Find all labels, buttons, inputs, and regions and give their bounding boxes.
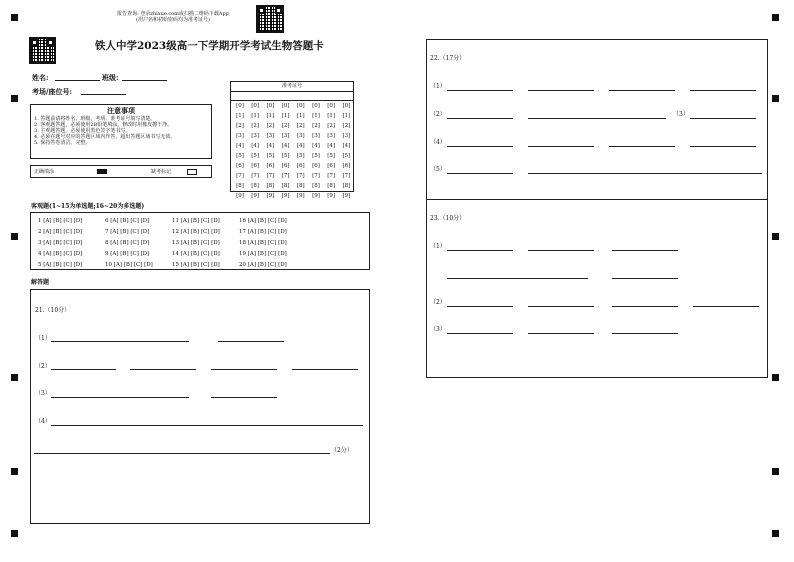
q21-heading: 21.（10分） <box>35 307 71 314</box>
note-item: 4. 必须在题号对应的答题区域内作答，超出答题区域书写无效。 <box>34 134 176 140</box>
exam-number-column[interactable] <box>325 101 337 201</box>
q22-part1-blank[interactable] <box>690 90 756 91</box>
digit-bubble[interactable]: [1] <box>251 113 260 119</box>
absent-mark-label: 缺考标记 <box>151 169 172 175</box>
question-bubble-group[interactable]: 13 [A] [B] [C] [D] <box>172 240 220 246</box>
q23-part1-label: （1） <box>430 243 446 250</box>
exam-number-column[interactable] <box>280 101 292 201</box>
digit-bubble[interactable]: [0] <box>236 103 244 109</box>
note-item: 2. 客观题答题，必须使用2B铅笔填涂，修改时用橡皮擦干净。 <box>34 122 173 128</box>
digit-bubble[interactable]: [1] <box>342 113 351 119</box>
app-qr-code[interactable] <box>256 5 284 33</box>
exam-number-column[interactable] <box>295 101 307 201</box>
digit-bubble[interactable]: [5] <box>281 153 290 159</box>
digit-bubble[interactable]: [0] <box>312 103 320 109</box>
digit-bubble[interactable]: [7] <box>327 173 336 179</box>
question-bubble-group[interactable]: 17 [A] [B] [C] [D] <box>239 229 287 235</box>
question-bubble-group[interactable]: 4 [A] [B] [C] [D] <box>38 251 83 257</box>
correct-fill-sample <box>97 169 107 174</box>
notes-box <box>30 104 212 159</box>
digit-bubble[interactable]: [2] <box>281 123 290 129</box>
digit-bubble[interactable]: [2] <box>251 123 260 129</box>
question-bubble-group[interactable]: 12 [A] [B] [C] [D] <box>172 229 220 235</box>
digit-bubble[interactable]: [5] <box>342 153 351 159</box>
q22-part1-label: （1） <box>430 83 446 90</box>
question-bubble-group[interactable]: 1 [A] [B] [C] [D] <box>38 218 83 224</box>
q22-part4-blank[interactable] <box>447 146 513 147</box>
q21-part2-blank[interactable] <box>292 369 358 370</box>
digit-bubble[interactable]: [4] <box>266 143 275 149</box>
q23-part2-blank[interactable] <box>612 306 678 307</box>
digit-bubble[interactable]: [8] <box>266 183 275 189</box>
digit-bubble[interactable]: [4] <box>281 143 290 149</box>
digit-bubble[interactable]: [9] <box>236 193 244 199</box>
question-bubble-group[interactable]: 18 [A] [B] [C] [D] <box>239 240 287 246</box>
digit-bubble[interactable]: [8] <box>296 183 305 189</box>
digit-bubble[interactable]: [7] <box>312 173 320 179</box>
q21-part2-blank[interactable] <box>211 369 277 370</box>
registration-mark <box>11 14 18 21</box>
objective-bubbles[interactable] <box>38 216 306 271</box>
digit-bubble[interactable]: [3] <box>312 133 320 139</box>
digit-bubble[interactable]: [5] <box>312 153 320 159</box>
digit-bubble[interactable]: [1] <box>312 113 320 119</box>
note-item: 1. 答题前请将姓名、班级、考场、准考证号填写清楚。 <box>34 116 156 122</box>
digit-bubble[interactable]: [4] <box>312 143 320 149</box>
digit-bubble[interactable]: [7] <box>296 173 305 179</box>
digit-bubble[interactable]: [3] <box>327 133 336 139</box>
digit-bubble[interactable]: [7] <box>251 173 260 179</box>
q21-part2-label: （2） <box>35 363 51 370</box>
digit-bubble[interactable]: [5] <box>236 153 244 159</box>
digit-bubble[interactable]: [6] <box>312 163 320 169</box>
exam-number-title: 准考证号 <box>231 82 353 92</box>
registration-mark <box>11 374 18 381</box>
digit-bubble[interactable]: [2] <box>266 123 275 129</box>
digit-bubble[interactable]: [7] <box>266 173 275 179</box>
digit-bubble[interactable]: [3] <box>266 133 275 139</box>
subjective-title: 解答题 <box>31 279 50 286</box>
digit-bubble[interactable]: [2] <box>296 123 305 129</box>
q23-answer-area[interactable] <box>426 199 768 378</box>
objective-title: 客观题(1~15为单选题;16~20为多选题) <box>31 203 145 210</box>
digit-bubble[interactable]: [8] <box>281 183 290 189</box>
registration-mark <box>772 468 779 475</box>
exam-number-column[interactable] <box>249 101 261 201</box>
digit-bubble[interactable]: [0] <box>251 103 260 109</box>
digit-bubble[interactable]: [9] <box>342 193 351 199</box>
digit-bubble[interactable]: [3] <box>342 133 351 139</box>
q22-part3-label: （3） <box>673 111 689 118</box>
q23-part3-blank[interactable] <box>447 333 513 334</box>
digit-bubble[interactable]: [5] <box>327 153 336 159</box>
digit-bubble[interactable]: [8] <box>236 183 244 189</box>
digit-bubble[interactable]: [6] <box>251 163 260 169</box>
q22-answer-area[interactable] <box>426 39 768 200</box>
q21-part1-label: （1） <box>35 335 51 342</box>
q22-part1-blank[interactable] <box>609 90 675 91</box>
q22-heading: 22.（17分） <box>430 55 466 62</box>
q21-part1-blank[interactable] <box>51 341 189 342</box>
question-bubble-group[interactable]: 7 [A] [B] [C] [D] <box>105 229 150 235</box>
exam-number-column[interactable] <box>264 101 276 201</box>
registration-mark <box>11 95 18 102</box>
q21-part4-blank[interactable] <box>51 425 363 426</box>
q21-part2-blank[interactable] <box>130 369 196 370</box>
report-notice <box>98 11 248 23</box>
question-bubble-group[interactable]: 15 [A] [B] [C] [D] <box>172 262 220 268</box>
q22-part4-blank[interactable] <box>690 146 756 147</box>
digit-bubble[interactable]: [2] <box>312 123 320 129</box>
digit-bubble[interactable]: [6] <box>236 163 244 169</box>
digit-bubble[interactable]: [3] <box>251 133 260 139</box>
digit-bubble[interactable]: [3] <box>236 133 244 139</box>
q23-part3-label: （3） <box>430 326 446 333</box>
digit-bubble[interactable]: [8] <box>251 183 260 189</box>
q21-part3-blank[interactable] <box>51 397 189 398</box>
q21-part3-label: （3） <box>35 390 51 397</box>
q21-part4-score: （2分） <box>331 447 353 454</box>
question-bubble-group[interactable]: 8 [A] [B] [C] [D] <box>105 240 150 246</box>
question-bubble-group[interactable]: 11 [A] [B] [C] [D] <box>172 218 220 224</box>
q22-part3-blank[interactable] <box>690 118 756 119</box>
digit-bubble[interactable]: [3] <box>296 133 305 139</box>
objective-row <box>38 238 306 249</box>
digit-bubble[interactable]: [1] <box>296 113 305 119</box>
q21-part4-blank-cont[interactable] <box>34 453 330 454</box>
q22-part1-blank[interactable] <box>528 90 594 91</box>
question-bubble-group[interactable]: 16 [A] [B] [C] [D] <box>239 218 287 224</box>
digit-bubble[interactable]: [6] <box>281 163 290 169</box>
name-field[interactable] <box>55 80 100 81</box>
q23-part1-blank[interactable] <box>612 250 678 251</box>
digit-bubble[interactable]: [6] <box>342 163 351 169</box>
digit-bubble[interactable]: [8] <box>312 183 320 189</box>
q23-part3-blank[interactable] <box>612 333 678 334</box>
q22-part4-blank[interactable] <box>528 146 594 147</box>
digit-bubble[interactable]: [5] <box>296 153 305 159</box>
digit-bubble[interactable]: [9] <box>312 193 320 199</box>
digit-bubble[interactable]: [9] <box>251 193 260 199</box>
digit-bubble[interactable]: [9] <box>266 193 275 199</box>
digit-bubble[interactable]: [2] <box>342 123 351 129</box>
registration-mark <box>772 233 779 240</box>
exam-number-write-row[interactable] <box>231 91 353 101</box>
digit-bubble[interactable]: [6] <box>296 163 305 169</box>
registration-mark <box>772 374 779 381</box>
class-label: 班级: <box>102 73 119 82</box>
digit-bubble[interactable]: [7] <box>236 173 244 179</box>
report-notice-line2: (用户名和初始密码均为准考证号) <box>136 17 210 23</box>
q23-part1-blank[interactable] <box>528 250 594 251</box>
q23-part3-blank[interactable] <box>528 333 594 334</box>
question-bubble-group[interactable]: 10 [A] [B] [C] [D] <box>105 262 153 268</box>
objective-row <box>38 260 306 271</box>
digit-bubble[interactable]: [1] <box>236 113 244 119</box>
digit-bubble[interactable]: [1] <box>327 113 336 119</box>
registration-mark <box>772 95 779 102</box>
q23-part1-blank[interactable] <box>447 250 513 251</box>
q23-part2-blank[interactable] <box>447 306 513 307</box>
registration-mark <box>11 530 18 537</box>
q23-part2-label: （2） <box>430 299 446 306</box>
objective-answer-box <box>30 212 370 270</box>
digit-bubble[interactable]: [6] <box>327 163 336 169</box>
fill-example-box <box>30 165 212 178</box>
digit-bubble[interactable]: [0] <box>342 103 351 109</box>
digit-bubble[interactable]: [8] <box>342 183 351 189</box>
note-item: 3. 主观题答题，必须使用黑色签字笔书写。 <box>34 128 131 134</box>
q21-answer-area[interactable] <box>30 289 370 524</box>
class-field[interactable] <box>122 80 167 81</box>
digit-bubble[interactable]: [6] <box>266 163 275 169</box>
objective-row <box>38 227 306 238</box>
page-title: 铁人中学2023级高一下学期开学考试生物答题卡 <box>95 40 324 52</box>
absent-mark-box[interactable] <box>187 169 197 175</box>
room-seat-field[interactable] <box>81 94 126 95</box>
registration-mark <box>11 468 18 475</box>
exam-number-column[interactable] <box>310 101 322 201</box>
digit-bubble[interactable]: [8] <box>327 183 336 189</box>
digit-bubble[interactable]: [2] <box>236 123 244 129</box>
note-item: 5. 保持答卷清洁、完整。 <box>34 140 91 146</box>
q23-part1-blank[interactable] <box>447 278 588 279</box>
exam-number-column[interactable] <box>340 101 352 201</box>
digit-bubble[interactable]: [9] <box>296 193 305 199</box>
q21-part1-blank[interactable] <box>218 341 284 342</box>
q22-part1-blank[interactable] <box>447 90 513 91</box>
question-bubble-group[interactable]: 19 [A] [B] [C] [D] <box>239 251 287 257</box>
question-bubble-group[interactable]: 2 [A] [B] [C] [D] <box>38 229 83 235</box>
question-bubble-group[interactable]: 20 [A] [B] [C] [D] <box>239 262 287 268</box>
report-notice-line1: 报告查询: 登录zhixue.com或扫描二维码下载App <box>117 11 229 17</box>
q22-part4-blank[interactable] <box>609 146 675 147</box>
digit-bubble[interactable]: [0] <box>281 103 290 109</box>
digit-bubble[interactable]: [4] <box>296 143 305 149</box>
exam-number-box <box>230 81 354 199</box>
correct-fill-label: 正确填涂 <box>34 169 55 175</box>
digit-bubble[interactable]: [0] <box>296 103 305 109</box>
q21-part3-blank[interactable] <box>211 397 277 398</box>
q23-part1-blank[interactable] <box>612 278 678 279</box>
question-bubble-group[interactable]: 3 [A] [B] [C] [D] <box>38 240 83 246</box>
digit-bubble[interactable]: [9] <box>327 193 336 199</box>
digit-bubble[interactable]: [9] <box>281 193 290 199</box>
notes-list <box>34 116 211 146</box>
q22-part2-blank[interactable] <box>447 118 513 119</box>
q23-part2-blank[interactable] <box>693 306 759 307</box>
q22-part5-label: （5） <box>430 166 446 173</box>
question-bubble-group[interactable]: 9 [A] [B] [C] [D] <box>105 251 150 257</box>
digit-bubble[interactable]: [0] <box>266 103 275 109</box>
digit-bubble[interactable]: [0] <box>327 103 336 109</box>
digit-bubble[interactable]: [5] <box>251 153 260 159</box>
q22-part5-blank[interactable] <box>528 173 762 174</box>
digit-bubble[interactable]: [5] <box>266 153 275 159</box>
question-bubble-group[interactable]: 5 [A] [B] [C] [D] <box>38 262 83 268</box>
objective-row <box>38 249 306 260</box>
digit-bubble[interactable]: [4] <box>342 143 351 149</box>
q23-heading: 23.（10分） <box>430 215 466 222</box>
digit-bubble[interactable]: [3] <box>281 133 290 139</box>
q21-part4-label: （4） <box>35 418 51 425</box>
q21-part2-blank[interactable] <box>51 369 116 370</box>
q22-part4-label: （4） <box>430 139 446 146</box>
digit-bubble[interactable]: [1] <box>281 113 290 119</box>
q22-part2-blank[interactable] <box>528 118 666 119</box>
digit-bubble[interactable]: [2] <box>327 123 336 129</box>
q23-part2-blank[interactable] <box>528 306 594 307</box>
objective-row <box>38 216 306 227</box>
digit-bubble[interactable]: [1] <box>266 113 275 119</box>
question-bubble-group[interactable]: 6 [A] [B] [C] [D] <box>105 218 150 224</box>
q22-part2-label: （2） <box>430 111 446 118</box>
room-seat-label: 考场/座位号: <box>32 87 73 96</box>
digit-bubble[interactable]: [4] <box>251 143 260 149</box>
registration-mark <box>772 14 779 21</box>
question-bubble-group[interactable]: 14 [A] [B] [C] [D] <box>172 251 220 257</box>
registration-mark <box>772 530 779 537</box>
digit-bubble[interactable]: [4] <box>236 143 244 149</box>
sheet-qr-code <box>29 37 56 64</box>
exam-number-column[interactable] <box>234 101 246 201</box>
digit-bubble[interactable]: [7] <box>281 173 290 179</box>
registration-mark <box>11 233 18 240</box>
name-label: 姓名: <box>32 73 49 82</box>
digit-bubble[interactable]: [4] <box>327 143 336 149</box>
q22-part5-blank[interactable] <box>447 173 513 174</box>
notes-title: 注意事项 <box>107 106 135 115</box>
digit-bubble[interactable]: [7] <box>342 173 351 179</box>
